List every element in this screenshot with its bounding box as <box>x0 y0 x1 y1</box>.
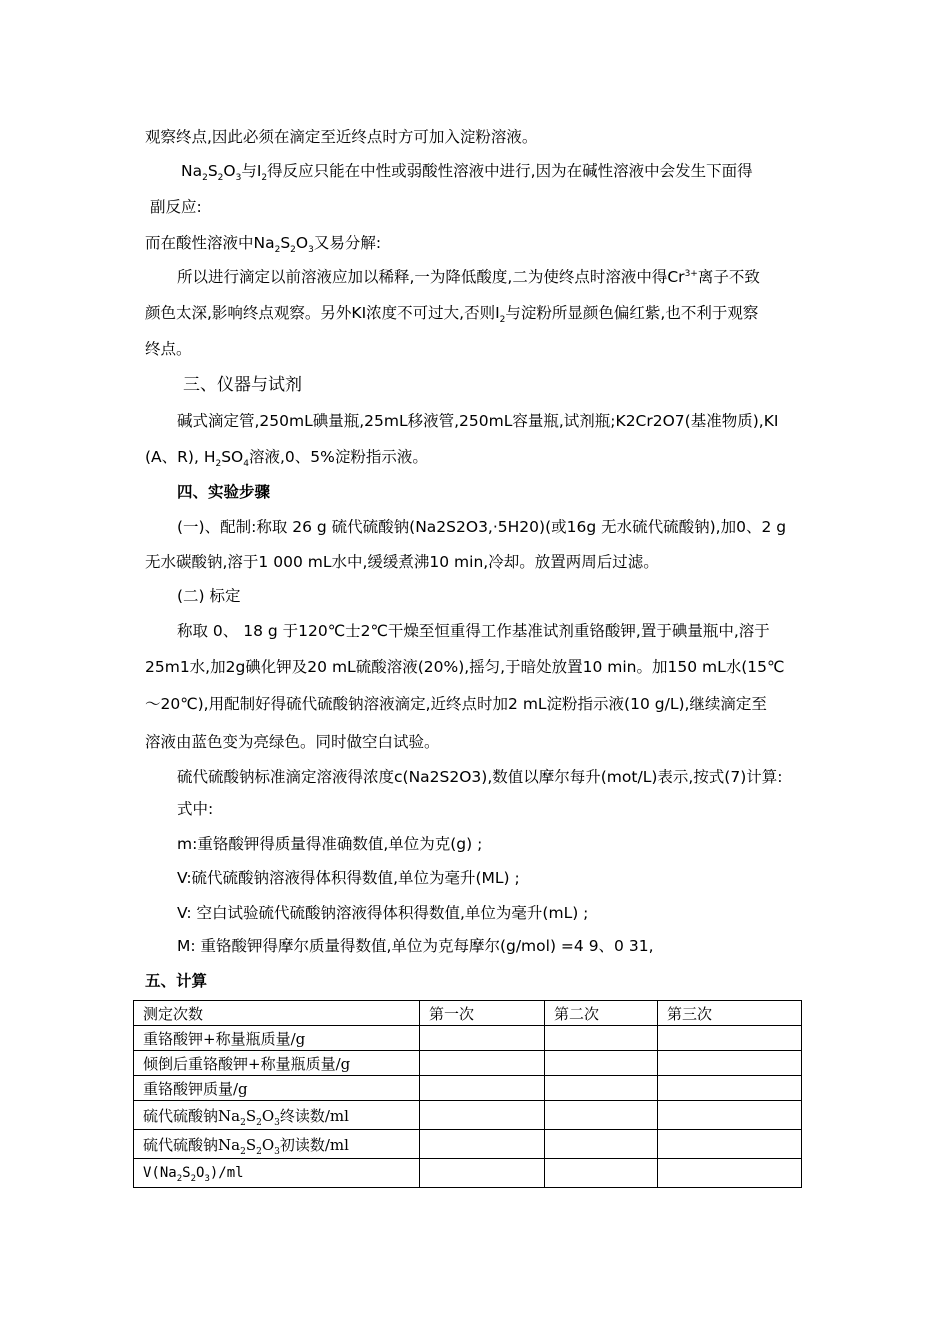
table-header-row <box>134 1001 802 1026</box>
table-cell[interactable] <box>420 1076 545 1101</box>
definition-line: V:硫代硫酸钠溶液得体积得数值,单位为毫升(ML) ; <box>177 869 520 887</box>
procedure-subheading: (二) 标定 <box>177 587 241 605</box>
table-cell[interactable] <box>658 1130 802 1159</box>
table-row <box>134 1101 802 1130</box>
row-label: $V(Na_2S_2O_3)/ml$ <box>134 1159 420 1188</box>
row-label: 硫代硫酸钠$Na_2S_2O_3$初读数/ml <box>134 1130 420 1159</box>
table-cell[interactable] <box>420 1159 545 1188</box>
reagents-line: (A、R), $H_2SO_4$溶液,0、5%淀粉指示液。 <box>145 448 428 470</box>
table-cell[interactable] <box>420 1130 545 1159</box>
table-cell[interactable] <box>545 1130 658 1159</box>
table-cell[interactable] <box>545 1076 658 1101</box>
header-cell: 测定次数 <box>134 1001 420 1026</box>
procedure-line: (一)、配制:称取 26 g 硫代硫酸钠(Na2S2O3,·5H20)(或16g 无水硫代硫酸钠),加0、2 g <box>177 518 787 536</box>
row-label: 重铬酸钾+称量瓶质量/g <box>134 1026 420 1051</box>
procedure-line: ～20℃),用配制好得硫代硫酸钠溶液滴定,近终点时加2 mL淀粉指示液(10 g/L),继续滴定至 <box>145 695 767 713</box>
table-cell[interactable] <box>420 1051 545 1076</box>
procedure-line: 25m1水,加2g碘化钾及20 mL硫酸溶液(20%),摇匀,于暗处放置10 min。加150 mL水(15℃ <box>145 658 785 676</box>
table-cell[interactable] <box>545 1026 658 1051</box>
table-cell[interactable] <box>420 1101 545 1130</box>
table-cell[interactable] <box>658 1159 802 1188</box>
table-cell[interactable] <box>545 1051 658 1076</box>
table-cell[interactable] <box>658 1026 802 1051</box>
where-label: 式中: <box>177 800 214 818</box>
header-cell: 第三次 <box>658 1001 802 1026</box>
definition-line: V: 空白试验硫代硫酸钠溶液得体积得数值,单位为毫升(mL) ; <box>177 904 589 922</box>
procedure-line: 称取 0、 18 g 于120℃士2℃干燥至恒重得工作基准试剂重铬酸钾,置于碘量瓶中,溶于 <box>177 622 770 640</box>
section-5-heading: 五、计算 <box>145 972 208 990</box>
procedure-line: 溶液由蓝色变为亮绿色。同时做空白试验。 <box>145 733 440 751</box>
paragraph-line: 副反应: <box>150 198 202 216</box>
results-table <box>133 1000 802 1188</box>
table-row <box>134 1076 802 1101</box>
table-row <box>134 1159 802 1188</box>
paragraph-line: 终点。 <box>145 340 192 358</box>
header-cell: 第二次 <box>545 1001 658 1026</box>
row-label: 硫代硫酸钠$Na_2S_2O_3$终读数/ml <box>134 1101 420 1130</box>
row-label: 倾倒后重铬酸钾+称量瓶质量/g <box>134 1051 420 1076</box>
table-row <box>134 1051 802 1076</box>
procedure-line: 无水碳酸钠,溶于1 000 mL水中,缓缓煮沸10 min,冷却。放置两周后过滤。 <box>145 553 659 571</box>
header-cell: 第一次 <box>420 1001 545 1026</box>
row-label: 重铬酸钾质量/g <box>134 1076 420 1101</box>
paragraph-line: 所以进行滴定以前溶液应加以稀释,一为降低酸度,二为使终点时溶液中得$Cr^{3+}$离子不致 <box>177 268 760 286</box>
table-cell[interactable] <box>658 1076 802 1101</box>
table-cell[interactable] <box>420 1026 545 1051</box>
section-4-heading: 四、实验步骤 <box>177 483 271 501</box>
reagents-line: 碱式滴定管,250mL碘量瓶,25mL移液管,250mL容量瓶,试剂瓶;K2Cr2O7(基准物质),KI <box>177 412 779 430</box>
paragraph-line: 颜色太深,影响终点观察。另外KI浓度不可过大,否则$I_2$与淀粉所显颜色偏红紫,也不利于观察 <box>145 304 759 326</box>
definition-line: M: 重铬酸钾得摩尔质量得数值,单位为克每摩尔(g/mol) =4 9、0 31, <box>177 937 654 955</box>
table-cell[interactable] <box>658 1101 802 1130</box>
paragraph-line: $Na_2S_2O_3$与$I_2$得反应只能在中性或弱酸性溶液中进行,因为在碱性溶液中会发生下面得 <box>181 162 753 184</box>
table-row <box>134 1026 802 1051</box>
paragraph-line: 观察终点,因此必须在滴定至近终点时方可加入淀粉溶液。 <box>145 128 538 146</box>
paragraph-line: 而在酸性溶液中$Na_2S_2O_3$又易分解: <box>145 234 382 256</box>
table-cell[interactable] <box>658 1051 802 1076</box>
calculation-line: 硫代硫酸钠标准滴定溶液得浓度c(Na2S2O3),数值以摩尔每升(mot/L)表示,按式(7)计算: <box>177 768 783 786</box>
table-cell[interactable] <box>545 1101 658 1130</box>
table-cell[interactable] <box>545 1159 658 1188</box>
table-row <box>134 1130 802 1159</box>
section-3-heading: 三、仪器与试剂 <box>183 375 302 395</box>
definition-line: m:重铬酸钾得质量得准确数值,单位为克(g) ; <box>177 835 483 853</box>
